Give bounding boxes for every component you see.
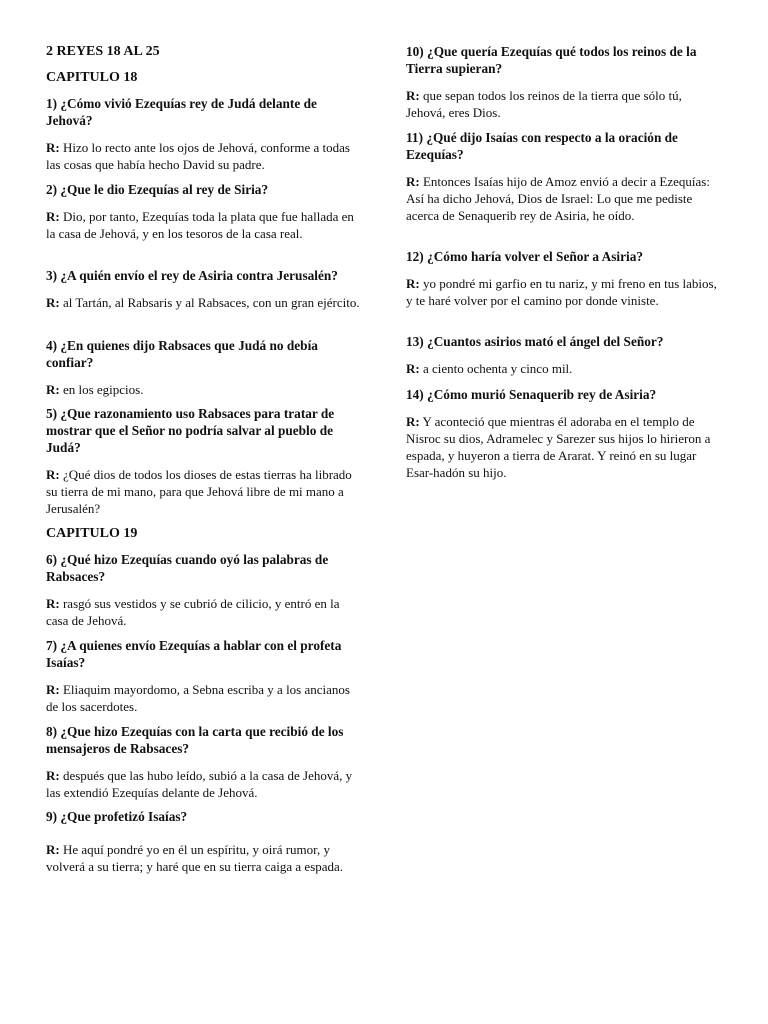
question-text: 1) ¿Cómo vivió Ezequías rey de Judá delante de Jehová? xyxy=(46,96,317,128)
answer-prefix: R: xyxy=(46,467,60,482)
question-block-13 xyxy=(406,333,724,377)
question-text: 5) ¿Que razonamiento uso Rabsaces para tratar de mostrar que el Señor no podría salvar al pueblo de Judá? xyxy=(46,406,335,455)
answer-text xyxy=(46,767,364,801)
question-block-9 xyxy=(46,808,364,875)
answer-body: He aquí pondré yo en él un espíritu, y oirá rumor, y volverá a su tierra; y haré que en su tierra caiga a espada. xyxy=(46,842,344,874)
answer-prefix: R: xyxy=(406,414,420,429)
answer-body: Entonces Isaías hijo de Amoz envió a decir a Ezequías: Así ha dicho Jehová, Dios de Israel: Lo que me pediste acerca de Senaquerib rey de Asiria, he oído. xyxy=(406,174,710,223)
answer-prefix: R: xyxy=(46,842,60,857)
answer-body: Y aconteció que mientras él adoraba en el templo de Nisroc su dios, Adramelec y Sarezer sus hijos lo hirieron a espada, y huyeron a tierra de Ararat. Y reinó en su lugar Esar-hadón su hijo. xyxy=(406,414,711,480)
question-text: 14) ¿Cómo murió Senaquerib rey de Asiria? xyxy=(406,387,657,402)
answer-text xyxy=(406,275,724,309)
question-text: 13) ¿Cuantos asirios mató el ángel del Señor? xyxy=(406,334,664,349)
answer-body: rasgó sus vestidos y se cubrió de cilicio, y entró en la casa de Jehová. xyxy=(46,596,340,628)
answer-prefix: R: xyxy=(46,768,60,783)
question-block-1 xyxy=(46,95,364,173)
question-text: 3) ¿A quién envío el rey de Asiria contra Jerusalén? xyxy=(46,268,338,283)
question-text: 8) ¿Que hizo Ezequías con la carta que recibió de los mensajeros de Rabsaces? xyxy=(46,724,344,756)
answer-text xyxy=(406,87,724,121)
question-block-14 xyxy=(406,386,724,481)
answer-prefix: R: xyxy=(46,209,60,224)
answer-text xyxy=(406,173,724,224)
answer-prefix: R: xyxy=(46,382,60,397)
question-text: 4) ¿En quienes dijo Rabsaces que Judá no debía confiar? xyxy=(46,338,318,370)
answer-prefix: R: xyxy=(46,140,60,155)
question-block-5 xyxy=(46,405,364,517)
answer-text xyxy=(46,381,364,398)
chapter-heading-18: CAPITULO 18 xyxy=(46,70,138,85)
document-title: 2 REYES 18 AL 25 xyxy=(46,44,160,59)
question-block-8 xyxy=(46,723,364,801)
answer-text xyxy=(46,841,364,875)
answer-text xyxy=(46,466,364,517)
answer-text xyxy=(46,294,364,311)
question-block-3 xyxy=(46,267,364,311)
question-text: 11) ¿Qué dijo Isaías con respecto a la oración de Ezequías? xyxy=(406,130,678,162)
question-block-2 xyxy=(46,181,364,242)
answer-prefix: R: xyxy=(46,682,60,697)
question-block-12 xyxy=(406,248,724,309)
question-text: 9) ¿Que profetizó Isaías? xyxy=(46,809,188,824)
question-text: 12) ¿Cómo haría volver el Señor a Asiria? xyxy=(406,249,643,264)
answer-text xyxy=(406,413,724,481)
answer-text xyxy=(46,208,364,242)
chapter-heading-19: CAPITULO 19 xyxy=(46,526,138,541)
answer-body: después que las hubo leído, subió a la casa de Jehová, y las extendió Ezequías delante de Jehová. xyxy=(46,768,353,800)
answer-body: yo pondré mi garfio en tu nariz, y mi freno en tus labios, y te haré volver por el camino por donde viniste. xyxy=(406,276,717,308)
question-block-7 xyxy=(46,637,364,715)
answer-body: ¿Qué dios de todos los dioses de estas tierras ha librado su tierra de mi mano, para que Jehová libre de mi mano a Jerusalén? xyxy=(46,467,352,516)
question-block-6 xyxy=(46,551,364,629)
answer-text xyxy=(46,595,364,629)
answer-text xyxy=(46,681,364,715)
question-block-11 xyxy=(406,129,724,224)
question-text: 7) ¿A quienes envío Ezequías a hablar con el profeta Isaías? xyxy=(46,638,342,670)
answer-text xyxy=(406,360,724,377)
answer-prefix: R: xyxy=(406,361,420,376)
answer-prefix: R: xyxy=(406,276,420,291)
question-block-10 xyxy=(406,43,724,121)
answer-body: que sepan todos los reinos de la tierra que sólo tú, Jehová, eres Dios. xyxy=(406,88,682,120)
question-text: 6) ¿Qué hizo Ezequías cuando oyó las palabras de Rabsaces? xyxy=(46,552,329,584)
answer-body: Dio, por tanto, Ezequías toda la plata que fue hallada en la casa de Jehová, y en los tesoros de la casa real. xyxy=(46,209,354,241)
answer-prefix: R: xyxy=(46,596,60,611)
question-block-4 xyxy=(46,337,364,398)
answer-body: al Tartán, al Rabsaris y al Rabsaces, con un gran ejército. xyxy=(62,295,360,310)
answer-text xyxy=(46,139,364,173)
answer-body: Eliaquim mayordomo, a Sebna escriba y a los ancianos de los sacerdotes. xyxy=(46,682,350,714)
question-text: 10) ¿Que quería Ezequías qué todos los reinos de la Tierra supieran? xyxy=(406,44,697,76)
question-text: 2) ¿Que le dio Ezequías al rey de Siria? xyxy=(46,182,269,197)
answer-prefix: R: xyxy=(406,88,420,103)
answer-body: Hizo lo recto ante los ojos de Jehová, conforme a todas las cosas que había hecho David su padre. xyxy=(46,140,350,172)
answer-prefix: R: xyxy=(46,295,60,310)
answer-prefix: R: xyxy=(406,174,420,189)
answer-body: en los egipcios. xyxy=(62,382,144,397)
answer-body: a ciento ochenta y cinco mil. xyxy=(422,361,573,376)
